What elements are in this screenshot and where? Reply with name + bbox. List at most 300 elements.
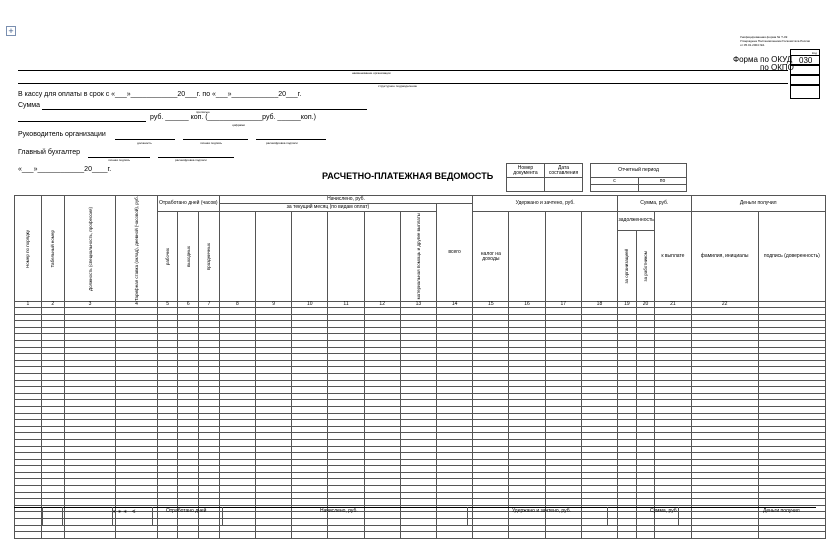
table-cell[interactable] <box>364 308 400 315</box>
table-cell[interactable] <box>328 433 364 440</box>
table-cell[interactable] <box>581 354 617 361</box>
table-cell[interactable] <box>15 354 42 361</box>
table-cell[interactable] <box>116 360 157 367</box>
table-cell[interactable] <box>256 433 292 440</box>
table-cell[interactable] <box>116 499 157 506</box>
table-cell[interactable] <box>157 380 178 387</box>
table-cell[interactable] <box>618 519 637 526</box>
table-anchor-icon[interactable]: + <box>6 26 16 36</box>
table-cell[interactable] <box>691 354 758 361</box>
table-cell[interactable] <box>758 354 825 361</box>
table-cell[interactable] <box>473 387 509 394</box>
table-cell[interactable] <box>364 354 400 361</box>
table-cell[interactable] <box>41 341 64 348</box>
table-cell[interactable] <box>509 367 545 374</box>
table-cell[interactable] <box>116 453 157 460</box>
doc-date-value[interactable] <box>545 178 583 192</box>
table-cell[interactable] <box>655 519 691 526</box>
table-cell[interactable] <box>364 393 400 400</box>
table-cell[interactable] <box>64 334 116 341</box>
table-cell[interactable] <box>219 327 255 334</box>
table-cell[interactable] <box>219 393 255 400</box>
table-cell[interactable] <box>116 334 157 341</box>
table-cell[interactable] <box>400 373 436 380</box>
table-cell[interactable] <box>636 420 655 427</box>
table-cell[interactable] <box>64 314 116 321</box>
table-cell[interactable] <box>219 406 255 413</box>
table-cell[interactable] <box>157 347 178 354</box>
table-cell[interactable] <box>199 459 220 466</box>
table-cell[interactable] <box>64 406 116 413</box>
table-cell[interactable] <box>292 354 328 361</box>
table-cell[interactable] <box>618 486 637 493</box>
table-cell[interactable] <box>509 314 545 321</box>
table-cell[interactable] <box>157 472 178 479</box>
table-cell[interactable] <box>256 380 292 387</box>
table-cell[interactable] <box>199 420 220 427</box>
table-cell[interactable] <box>473 413 509 420</box>
table-cell[interactable] <box>157 387 178 394</box>
table-cell[interactable] <box>219 459 255 466</box>
table-cell[interactable] <box>691 459 758 466</box>
table-cell[interactable] <box>328 393 364 400</box>
table-cell[interactable] <box>199 532 220 539</box>
table-cell[interactable] <box>655 446 691 453</box>
table-cell[interactable] <box>157 525 178 532</box>
table-cell[interactable] <box>116 373 157 380</box>
table-cell[interactable] <box>473 380 509 387</box>
table-cell[interactable] <box>292 321 328 328</box>
table-cell[interactable] <box>64 327 116 334</box>
table-cell[interactable] <box>178 327 199 334</box>
table-cell[interactable] <box>655 472 691 479</box>
table-cell[interactable] <box>41 446 64 453</box>
table-cell[interactable] <box>41 387 64 394</box>
table-cell[interactable] <box>655 453 691 460</box>
table-cell[interactable] <box>400 459 436 466</box>
table-cell[interactable] <box>400 354 436 361</box>
table-cell[interactable] <box>545 459 581 466</box>
table-cell[interactable] <box>691 479 758 486</box>
table-cell[interactable] <box>219 532 255 539</box>
table-cell[interactable] <box>256 420 292 427</box>
table-cell[interactable] <box>116 367 157 374</box>
table-cell[interactable] <box>400 525 436 532</box>
table-cell[interactable] <box>473 532 509 539</box>
table-cell[interactable] <box>473 512 509 519</box>
table-cell[interactable] <box>178 380 199 387</box>
table-cell[interactable] <box>473 327 509 334</box>
table-cell[interactable] <box>41 486 64 493</box>
table-cell[interactable] <box>256 321 292 328</box>
table-cell[interactable] <box>64 446 116 453</box>
table-cell[interactable] <box>437 387 473 394</box>
table-cell[interactable] <box>437 433 473 440</box>
table-cell[interactable] <box>618 439 637 446</box>
table-cell[interactable] <box>636 406 655 413</box>
table-cell[interactable] <box>400 420 436 427</box>
table-cell[interactable] <box>618 446 637 453</box>
table-cell[interactable] <box>157 327 178 334</box>
table-cell[interactable] <box>364 519 400 526</box>
table-cell[interactable] <box>178 426 199 433</box>
table-cell[interactable] <box>256 525 292 532</box>
table-cell[interactable] <box>256 400 292 407</box>
table-cell[interactable] <box>509 466 545 473</box>
table-cell[interactable] <box>157 314 178 321</box>
table-cell[interactable] <box>256 393 292 400</box>
table-cell[interactable] <box>178 367 199 374</box>
table-cell[interactable] <box>636 466 655 473</box>
table-cell[interactable] <box>437 453 473 460</box>
table-cell[interactable] <box>473 519 509 526</box>
table-cell[interactable] <box>178 413 199 420</box>
table-cell[interactable] <box>509 519 545 526</box>
table-cell[interactable] <box>545 308 581 315</box>
table-cell[interactable] <box>199 519 220 526</box>
table-cell[interactable] <box>636 308 655 315</box>
table-cell[interactable] <box>328 400 364 407</box>
table-cell[interactable] <box>437 492 473 499</box>
table-cell[interactable] <box>64 413 116 420</box>
table-cell[interactable] <box>256 413 292 420</box>
doc-number-value[interactable] <box>507 178 545 192</box>
table-cell[interactable] <box>509 327 545 334</box>
table-cell[interactable] <box>636 393 655 400</box>
table-cell[interactable] <box>400 466 436 473</box>
table-cell[interactable] <box>219 341 255 348</box>
table-cell[interactable] <box>41 393 64 400</box>
table-cell[interactable] <box>636 486 655 493</box>
table-cell[interactable] <box>199 525 220 532</box>
table-cell[interactable] <box>581 360 617 367</box>
table-cell[interactable] <box>400 439 436 446</box>
table-cell[interactable] <box>437 499 473 506</box>
table-cell[interactable] <box>400 472 436 479</box>
table-cell[interactable] <box>256 459 292 466</box>
table-cell[interactable] <box>473 321 509 328</box>
table-cell[interactable] <box>41 439 64 446</box>
table-cell[interactable] <box>116 439 157 446</box>
table-cell[interactable] <box>655 459 691 466</box>
table-cell[interactable] <box>178 486 199 493</box>
table-cell[interactable] <box>157 492 178 499</box>
table-cell[interactable] <box>758 466 825 473</box>
table-cell[interactable] <box>41 327 64 334</box>
table-cell[interactable] <box>328 360 364 367</box>
table-cell[interactable] <box>437 314 473 321</box>
table-cell[interactable] <box>364 472 400 479</box>
table-cell[interactable] <box>292 479 328 486</box>
table-cell[interactable] <box>655 314 691 321</box>
table-cell[interactable] <box>655 525 691 532</box>
table-cell[interactable] <box>328 426 364 433</box>
table-cell[interactable] <box>116 308 157 315</box>
table-cell[interactable] <box>655 486 691 493</box>
table-cell[interactable] <box>400 393 436 400</box>
table-cell[interactable] <box>691 314 758 321</box>
table-cell[interactable] <box>219 439 255 446</box>
table-cell[interactable] <box>292 406 328 413</box>
table-cell[interactable] <box>292 327 328 334</box>
table-cell[interactable] <box>178 308 199 315</box>
table-cell[interactable] <box>758 400 825 407</box>
table-cell[interactable] <box>64 466 116 473</box>
table-cell[interactable] <box>636 334 655 341</box>
table-cell[interactable] <box>364 387 400 394</box>
table-cell[interactable] <box>328 347 364 354</box>
table-cell[interactable] <box>636 413 655 420</box>
table-cell[interactable] <box>256 347 292 354</box>
table-cell[interactable] <box>581 525 617 532</box>
table-cell[interactable] <box>15 472 42 479</box>
table-cell[interactable] <box>15 393 42 400</box>
table-cell[interactable] <box>618 453 637 460</box>
table-cell[interactable] <box>509 426 545 433</box>
table-cell[interactable] <box>509 406 545 413</box>
table-cell[interactable] <box>219 512 255 519</box>
table-cell[interactable] <box>473 367 509 374</box>
table-cell[interactable] <box>256 334 292 341</box>
table-cell[interactable] <box>691 413 758 420</box>
table-cell[interactable] <box>64 453 116 460</box>
table-cell[interactable] <box>199 446 220 453</box>
table-cell[interactable] <box>618 479 637 486</box>
table-cell[interactable] <box>473 420 509 427</box>
table-cell[interactable] <box>473 426 509 433</box>
table-cell[interactable] <box>64 367 116 374</box>
table-cell[interactable] <box>116 314 157 321</box>
table-cell[interactable] <box>157 341 178 348</box>
table-cell[interactable] <box>691 321 758 328</box>
table-cell[interactable] <box>400 367 436 374</box>
table-cell[interactable] <box>219 373 255 380</box>
table-cell[interactable] <box>219 472 255 479</box>
table-cell[interactable] <box>473 525 509 532</box>
table-cell[interactable] <box>691 380 758 387</box>
table-cell[interactable] <box>636 459 655 466</box>
table-cell[interactable] <box>178 472 199 479</box>
table-cell[interactable] <box>157 360 178 367</box>
table-cell[interactable] <box>581 499 617 506</box>
table-cell[interactable] <box>545 420 581 427</box>
table-cell[interactable] <box>328 466 364 473</box>
table-cell[interactable] <box>473 499 509 506</box>
table-cell[interactable] <box>328 525 364 532</box>
table-cell[interactable] <box>364 341 400 348</box>
table-cell[interactable] <box>758 413 825 420</box>
table-cell[interactable] <box>437 459 473 466</box>
table-cell[interactable] <box>509 360 545 367</box>
table-cell[interactable] <box>364 525 400 532</box>
table-cell[interactable] <box>545 492 581 499</box>
table-cell[interactable] <box>219 387 255 394</box>
table-cell[interactable] <box>64 308 116 315</box>
table-cell[interactable] <box>15 420 42 427</box>
table-cell[interactable] <box>64 512 116 519</box>
table-cell[interactable] <box>15 400 42 407</box>
table-cell[interactable] <box>157 433 178 440</box>
table-cell[interactable] <box>178 532 199 539</box>
table-cell[interactable] <box>437 327 473 334</box>
table-cell[interactable] <box>256 387 292 394</box>
table-cell[interactable] <box>15 532 42 539</box>
table-cell[interactable] <box>292 347 328 354</box>
table-cell[interactable] <box>116 426 157 433</box>
table-cell[interactable] <box>581 426 617 433</box>
table-cell[interactable] <box>691 499 758 506</box>
table-cell[interactable] <box>157 439 178 446</box>
table-cell[interactable] <box>41 453 64 460</box>
table-cell[interactable] <box>545 360 581 367</box>
table-cell[interactable] <box>157 406 178 413</box>
table-cell[interactable] <box>178 433 199 440</box>
table-cell[interactable] <box>116 380 157 387</box>
table-cell[interactable] <box>292 314 328 321</box>
table-cell[interactable] <box>618 459 637 466</box>
table-cell[interactable] <box>618 499 637 506</box>
table-cell[interactable] <box>400 512 436 519</box>
table-cell[interactable] <box>157 420 178 427</box>
table-cell[interactable] <box>116 327 157 334</box>
table-cell[interactable] <box>545 341 581 348</box>
table-cell[interactable] <box>618 426 637 433</box>
table-cell[interactable] <box>328 321 364 328</box>
table-cell[interactable] <box>15 380 42 387</box>
table-cell[interactable] <box>199 373 220 380</box>
table-cell[interactable] <box>15 433 42 440</box>
table-cell[interactable] <box>364 334 400 341</box>
table-cell[interactable] <box>328 479 364 486</box>
table-cell[interactable] <box>400 446 436 453</box>
table-cell[interactable] <box>655 380 691 387</box>
table-cell[interactable] <box>473 334 509 341</box>
table-cell[interactable] <box>41 354 64 361</box>
table-cell[interactable] <box>64 433 116 440</box>
period-to-value[interactable] <box>639 185 687 192</box>
table-cell[interactable] <box>545 406 581 413</box>
table-cell[interactable] <box>509 439 545 446</box>
table-cell[interactable] <box>199 479 220 486</box>
table-cell[interactable] <box>636 354 655 361</box>
table-cell[interactable] <box>545 525 581 532</box>
table-cell[interactable] <box>219 499 255 506</box>
table-cell[interactable] <box>581 308 617 315</box>
table-cell[interactable] <box>328 406 364 413</box>
table-cell[interactable] <box>219 360 255 367</box>
table-cell[interactable] <box>618 360 637 367</box>
table-cell[interactable] <box>116 433 157 440</box>
table-cell[interactable] <box>178 406 199 413</box>
table-cell[interactable] <box>618 400 637 407</box>
table-cell[interactable] <box>758 380 825 387</box>
table-cell[interactable] <box>636 367 655 374</box>
table-cell[interactable] <box>219 525 255 532</box>
table-cell[interactable] <box>157 426 178 433</box>
table-cell[interactable] <box>256 492 292 499</box>
table-cell[interactable] <box>618 308 637 315</box>
table-cell[interactable] <box>256 446 292 453</box>
table-cell[interactable] <box>64 380 116 387</box>
table-cell[interactable] <box>64 341 116 348</box>
table-cell[interactable] <box>292 446 328 453</box>
table-cell[interactable] <box>400 347 436 354</box>
table-cell[interactable] <box>581 413 617 420</box>
table-cell[interactable] <box>636 532 655 539</box>
table-cell[interactable] <box>292 453 328 460</box>
table-cell[interactable] <box>64 525 116 532</box>
table-cell[interactable] <box>581 479 617 486</box>
table-cell[interactable] <box>655 347 691 354</box>
table-cell[interactable] <box>116 446 157 453</box>
table-cell[interactable] <box>64 499 116 506</box>
table-cell[interactable] <box>400 426 436 433</box>
period-from-value[interactable] <box>591 185 639 192</box>
table-cell[interactable] <box>116 486 157 493</box>
table-cell[interactable] <box>581 532 617 539</box>
table-cell[interactable] <box>758 347 825 354</box>
table-cell[interactable] <box>256 314 292 321</box>
table-cell[interactable] <box>655 321 691 328</box>
table-cell[interactable] <box>509 380 545 387</box>
table-cell[interactable] <box>364 433 400 440</box>
table-cell[interactable] <box>178 373 199 380</box>
table-cell[interactable] <box>437 334 473 341</box>
table-cell[interactable] <box>758 532 825 539</box>
table-cell[interactable] <box>400 413 436 420</box>
table-cell[interactable] <box>581 321 617 328</box>
table-cell[interactable] <box>758 360 825 367</box>
table-cell[interactable] <box>364 347 400 354</box>
table-cell[interactable] <box>199 486 220 493</box>
table-cell[interactable] <box>157 400 178 407</box>
table-cell[interactable] <box>199 492 220 499</box>
table-cell[interactable] <box>545 446 581 453</box>
table-cell[interactable] <box>116 393 157 400</box>
table-cell[interactable] <box>256 360 292 367</box>
table-cell[interactable] <box>758 433 825 440</box>
table-cell[interactable] <box>292 519 328 526</box>
table-cell[interactable] <box>581 327 617 334</box>
table-cell[interactable] <box>15 327 42 334</box>
table-cell[interactable] <box>41 406 64 413</box>
table-cell[interactable] <box>292 499 328 506</box>
table-cell[interactable] <box>545 354 581 361</box>
table-cell[interactable] <box>157 321 178 328</box>
table-cell[interactable] <box>328 380 364 387</box>
table-cell[interactable] <box>655 341 691 348</box>
table-cell[interactable] <box>256 453 292 460</box>
table-cell[interactable] <box>437 321 473 328</box>
table-cell[interactable] <box>655 413 691 420</box>
table-cell[interactable] <box>758 492 825 499</box>
table-cell[interactable] <box>256 341 292 348</box>
table-cell[interactable] <box>545 466 581 473</box>
table-cell[interactable] <box>618 413 637 420</box>
table-cell[interactable] <box>116 413 157 420</box>
table-cell[interactable] <box>437 420 473 427</box>
table-cell[interactable] <box>219 367 255 374</box>
table-cell[interactable] <box>219 446 255 453</box>
table-cell[interactable] <box>691 341 758 348</box>
table-cell[interactable] <box>64 426 116 433</box>
table-cell[interactable] <box>199 314 220 321</box>
table-cell[interactable] <box>15 413 42 420</box>
table-cell[interactable] <box>509 459 545 466</box>
table-cell[interactable] <box>64 347 116 354</box>
table-cell[interactable] <box>473 439 509 446</box>
table-cell[interactable] <box>758 453 825 460</box>
